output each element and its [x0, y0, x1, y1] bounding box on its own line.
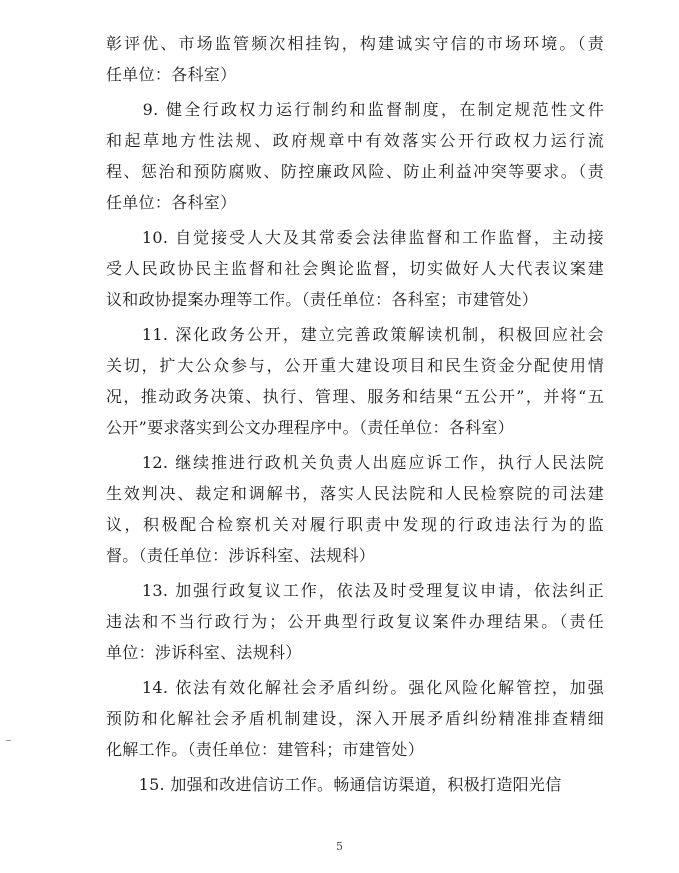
text-line: 14. 依法有效化解社会矛盾纠纷。强化风险化解管控，加强	[106, 678, 604, 697]
text-line: 违法和不当行政行为；公开典型行政复议案件办理结果。（责任	[106, 612, 604, 631]
text-line: 任单位：各科室）	[106, 193, 237, 212]
text-line: 12. 继续推进行政机关负责人出庭应诉工作，执行人民法院	[106, 453, 604, 472]
document-body	[106, 28, 604, 800]
text-line: 况，推动政务决策、执行、管理、服务和结果“五公开”，并将“五	[106, 387, 604, 406]
paragraph	[106, 319, 604, 443]
text-line: 彰评优、市场监管频次相挂钩，构建诚实守信的市场环境。（责	[106, 34, 604, 53]
text-line: 议和政协提案办理等工作。（责任单位：各科室；市建管处）	[106, 290, 539, 309]
paragraph	[106, 447, 604, 571]
text-line: 预防和化解社会矛盾机制建设，深入开展矛盾纠纷精准排查精细	[106, 709, 604, 728]
scan-edge-mark	[6, 740, 11, 741]
paragraph	[106, 575, 604, 668]
paragraph	[106, 28, 604, 90]
text-line: 生效判决、裁定和调解书，落实人民法院和人民检察院的司法建	[106, 484, 604, 503]
text-line: 化解工作。（责任单位：建管科；市建管处）	[106, 740, 425, 759]
text-line: 15. 加强和改进信访工作。畅通信访渠道，积极打造阳光信	[106, 775, 562, 794]
text-line: 11. 深化政务公开，建立完善政策解读机制，积极回应社会	[106, 325, 604, 344]
paragraph	[106, 222, 604, 315]
paragraph	[106, 672, 604, 765]
text-line: 议，积极配合检察机关对履行职责中发现的行政违法行为的监	[106, 515, 604, 534]
paragraph	[106, 94, 604, 218]
text-line: 单位：涉诉科室、法规科）	[106, 643, 302, 662]
text-line: 和起草地方性法规、政府规章中有效落实公开行政权力运行流	[106, 131, 604, 150]
text-line: 公开”要求落实到公文办理程序中。（责任单位：各科室）	[106, 418, 514, 437]
text-line: 9. 健全行政权力运行制约和监督制度，在制定规范性文件	[106, 100, 604, 119]
text-line: 13. 加强行政复议工作，依法及时受理复议申请，依法纠正	[106, 581, 604, 600]
paragraph	[106, 769, 604, 800]
text-line: 10. 自觉接受人大及其常委会法律监督和工作监督，主动接	[106, 228, 604, 247]
text-line: 关切，扩大公众参与，公开重大建设项目和民生资金分配使用情	[106, 356, 604, 375]
text-line: 督。（责任单位：涉诉科室、法规科）	[106, 546, 376, 565]
text-line: 程、惩治和预防腐败、防控廉政风险、防止利益冲突等要求。（责	[106, 162, 604, 181]
text-line: 任单位：各科室）	[106, 65, 237, 84]
page-number: 5	[336, 840, 343, 853]
text-line: 受人民政协民主监督和社会舆论监督，切实做好人大代表议案建	[106, 259, 604, 278]
